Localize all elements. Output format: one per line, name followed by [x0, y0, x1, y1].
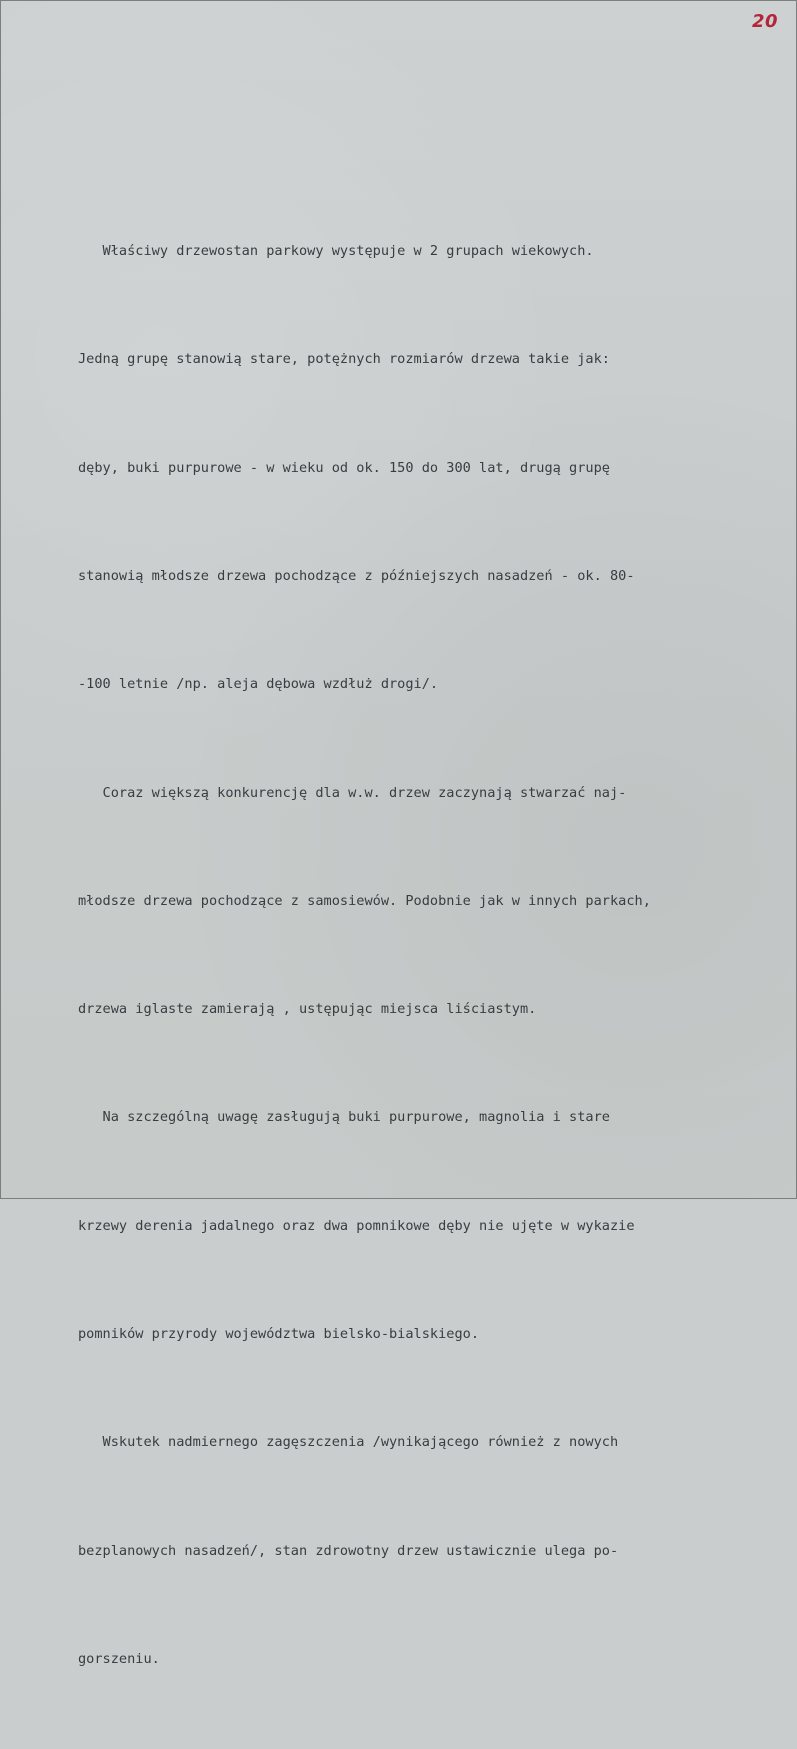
- text-line: krzewy derenia jadalnego oraz dwa pomnikowe dęby nie ujęte w wykazie: [78, 1217, 635, 1234]
- text-line: gorszeniu.: [78, 1650, 160, 1667]
- text-line: drzewa iglaste zamierają , ustępując miejsca liściastym.: [78, 1001, 537, 1018]
- text-line: -100 letnie /np. aleja dębowa wzdłuż drogi/.: [78, 676, 439, 693]
- text-line: Jedną grupę stanowią stare, potężnych rozmiarów drzewa takie jak:: [78, 351, 610, 368]
- text-line: stanowią młodsze drzewa pochodzące z późniejszych nasadzeń - ok. 80-: [78, 568, 635, 585]
- text-line: Właściwy drzewostan parkowy występuje w 2 grupach wiekowych.: [78, 243, 594, 260]
- text-line: Wskutek nadmiernego zagęszczenia /wynikającego również z nowych: [78, 1434, 619, 1451]
- text-line: Coraz większą konkurencję dla w.w. drzew zaczynają stwarzać naj-: [78, 784, 627, 801]
- page-number: 20: [751, 11, 778, 32]
- text-line: Na szczególną uwagę zasługują buki purpurowe, magnolia i stare: [78, 1109, 610, 1126]
- text-line: pomników przyrody województwa bielsko-bialskiego.: [78, 1326, 480, 1342]
- text-line: bezplanowych nasadzeń/, stan zdrowotny drzew ustawicznie ulega po-: [78, 1542, 619, 1559]
- document-body: [78, 161, 778, 1749]
- text-line: dęby, buki purpurowe - w wieku od ok. 150 do 300 lat, drugą grupę: [78, 459, 610, 476]
- text-line: młodsze drzewa pochodzące z samosiewów. Podobnie jak w innych parkach,: [78, 892, 651, 909]
